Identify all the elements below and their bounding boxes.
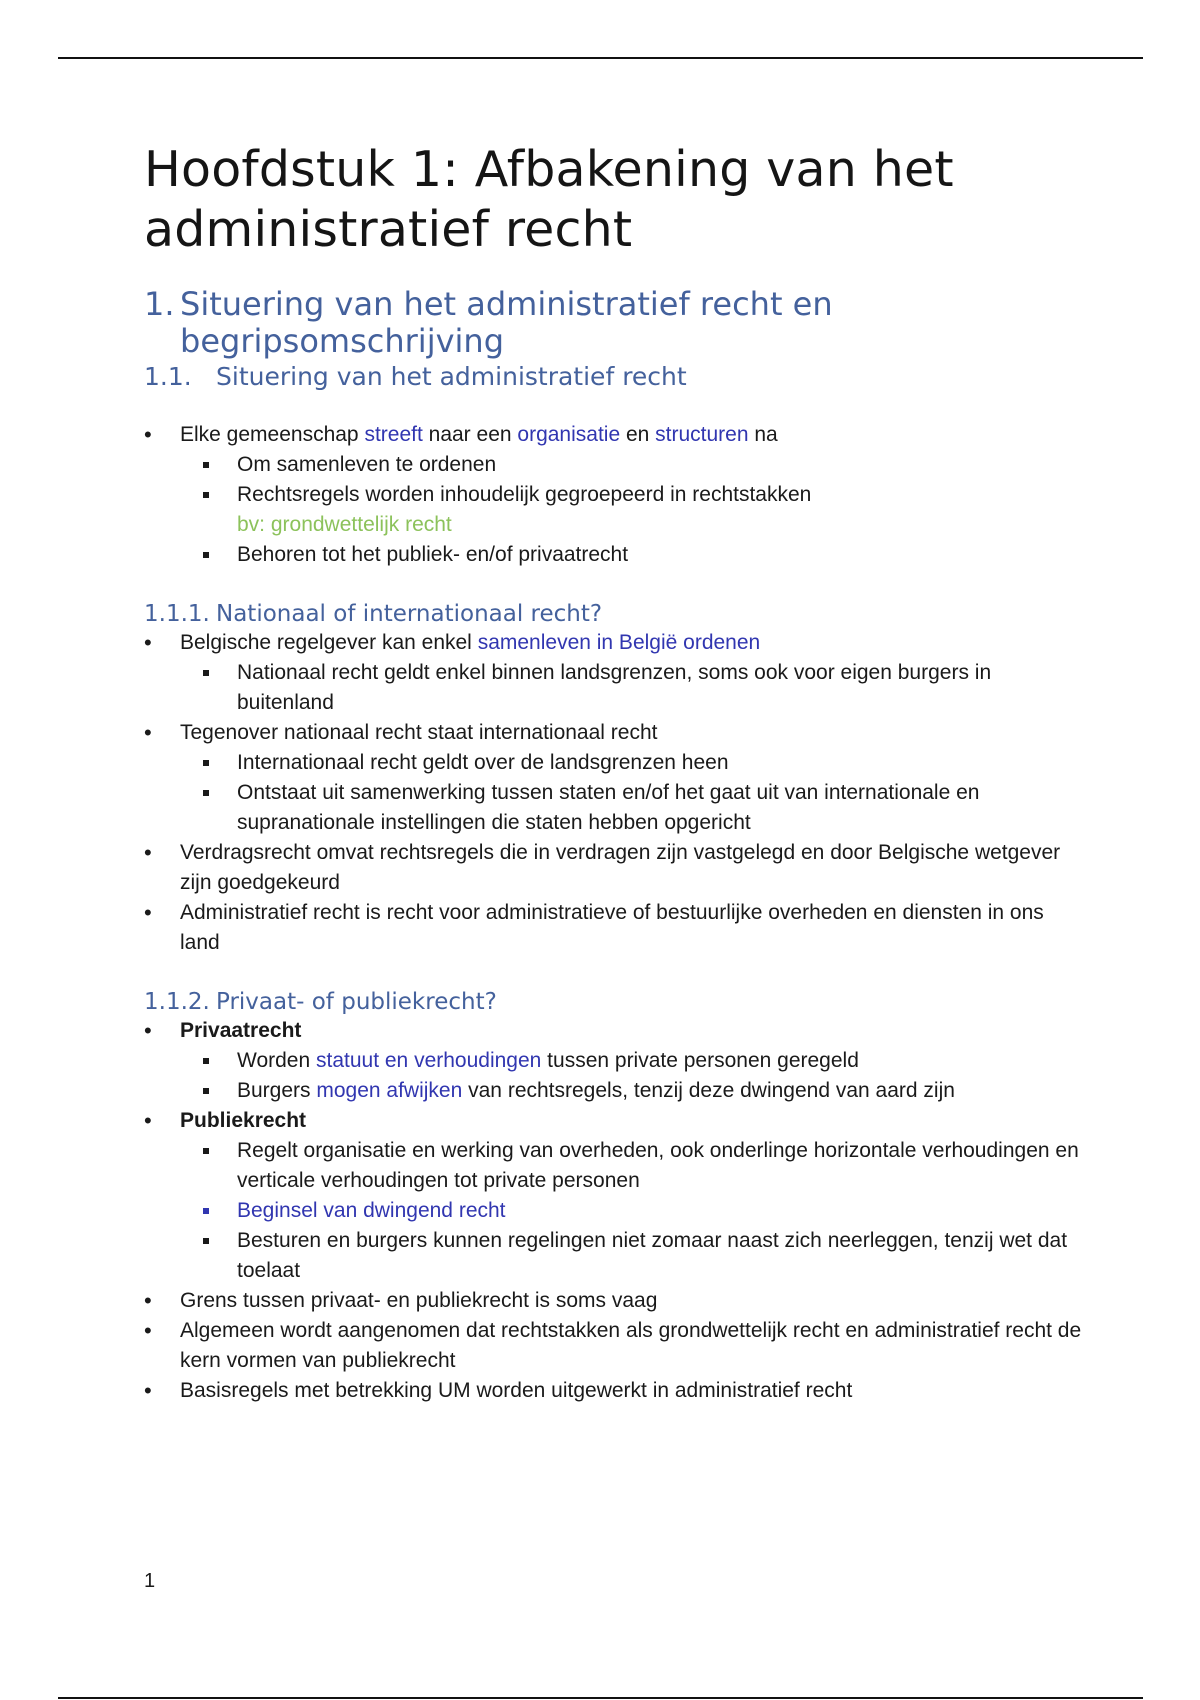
header-rule [58, 57, 1143, 59]
sub-list-item: Besturen en burgers kunnen regelingen niet zomaar naast zich neerleggen, tenzij wet dat toelaat [180, 1226, 1084, 1286]
list-item: • Algemeen wordt aangenomen dat rechtstakken als grondwettelijk recht en administratief recht de kern vormen van publiekrecht [144, 1316, 1084, 1376]
highlight: organisatie [517, 423, 621, 446]
list-item: • Verdragsrecht omvat rechtsregels die in verdragen zijn vastgelegd en door Belgische wetgever zijn goedgekeurd [144, 838, 1084, 898]
bold-term: Publiekrecht [180, 1109, 307, 1132]
sub-list [180, 748, 1084, 838]
text: Rechtsregels worden inhoudelijk gegroepeerd in rechtstakken [237, 483, 812, 506]
sub-list-item [180, 1076, 1084, 1106]
national-list [144, 628, 1084, 958]
list-item [144, 628, 1084, 718]
text: en [620, 423, 656, 446]
sub-list-item [180, 1046, 1084, 1076]
section-heading-1 [144, 286, 1084, 360]
sub-list-item: Beginsel van dwingend recht [180, 1196, 1084, 1226]
highlight: structuren [655, 423, 749, 446]
sub-list-item: Internationaal recht geldt over de landsgrenzen heen [180, 748, 1084, 778]
section-number: 1.1.1. [144, 601, 210, 627]
text: tussen private personen geregeld [541, 1049, 859, 1072]
text: van rechtsregels, tenzij deze dwingend van aard zijn [462, 1079, 955, 1102]
sub-list-item: Ontstaat uit samenwerking tussen staten en/of het gaat uit van internationale en supranationale instellingen die staten hebben opgericht [180, 778, 1084, 838]
sub-list [180, 1136, 1084, 1286]
text: Burgers [237, 1079, 317, 1102]
section-title: Situering van het administratief recht en begripsomschrijving [180, 285, 833, 360]
highlight: statuut en verhoudingen [316, 1049, 542, 1072]
section-heading-1-1-1 [144, 600, 1084, 628]
list-item [144, 1016, 1084, 1106]
text: naar een [422, 423, 518, 446]
text: Worden [237, 1049, 316, 1072]
sub-list [180, 450, 1084, 570]
highlight: samenleven in België ordenen [477, 631, 761, 654]
text: Elke gemeenschap [180, 423, 365, 446]
sub-list-item [180, 480, 1084, 540]
bold-term: Privaatrecht [180, 1019, 302, 1042]
footer-rule [58, 1697, 1143, 1699]
private-public-list [144, 1016, 1084, 1406]
highlight: streeft [364, 423, 423, 446]
text: Tegenover nationaal recht staat internationaal recht [180, 721, 658, 744]
sub-list-item: Om samenleven te ordenen [180, 450, 1084, 480]
sub-list [180, 1046, 1084, 1106]
section-number: 1.1. [144, 362, 192, 391]
text: Belgische regelgever kan enkel [180, 631, 478, 654]
highlight: mogen afwijken [316, 1079, 463, 1102]
list-item [144, 718, 1084, 838]
list-item [144, 1106, 1084, 1286]
list-item [144, 420, 1084, 570]
sub-list [180, 658, 1084, 718]
sub-list-item: Nationaal recht geldt enkel binnen landsgrenzen, soms ook voor eigen burgers in buitenland [180, 658, 1084, 718]
intro-list [144, 420, 1084, 570]
section-title: Privaat- of publiekrecht? [216, 989, 497, 1015]
sub-list-item: Regelt organisatie en werking van overheden, ook onderlinge horizontale verhoudingen en verticale verhoudingen tot private personen [180, 1136, 1084, 1196]
section-title: Nationaal of internationaal recht? [216, 601, 603, 627]
section-title: Situering van het administratief recht [216, 362, 687, 391]
list-item: • Administratief recht is recht voor administratieve of bestuurlijke overheden en diensten in ons land [144, 898, 1084, 958]
section-heading-1-1-2 [144, 988, 1084, 1016]
document-body [144, 140, 1084, 1406]
page-number: 1 [144, 1570, 156, 1592]
list-item: • Basisregels met betrekking UM worden uitgewerkt in administratief recht [144, 1376, 1084, 1406]
page-title: Hoofdstuk 1: Afbakening van het administratief recht [144, 141, 954, 258]
sub-list-item: Behoren tot het publiek- en/of privaatrecht [180, 540, 1084, 570]
text: na [748, 423, 778, 446]
example-text: bv: grondwettelijk recht [237, 513, 452, 536]
section-number: 1. [144, 285, 175, 323]
section-number: 1.1.2. [144, 989, 210, 1015]
list-item: • Grens tussen privaat- en publiekrecht is soms vaag [144, 1286, 1084, 1316]
section-heading-1-1 [144, 362, 1084, 392]
